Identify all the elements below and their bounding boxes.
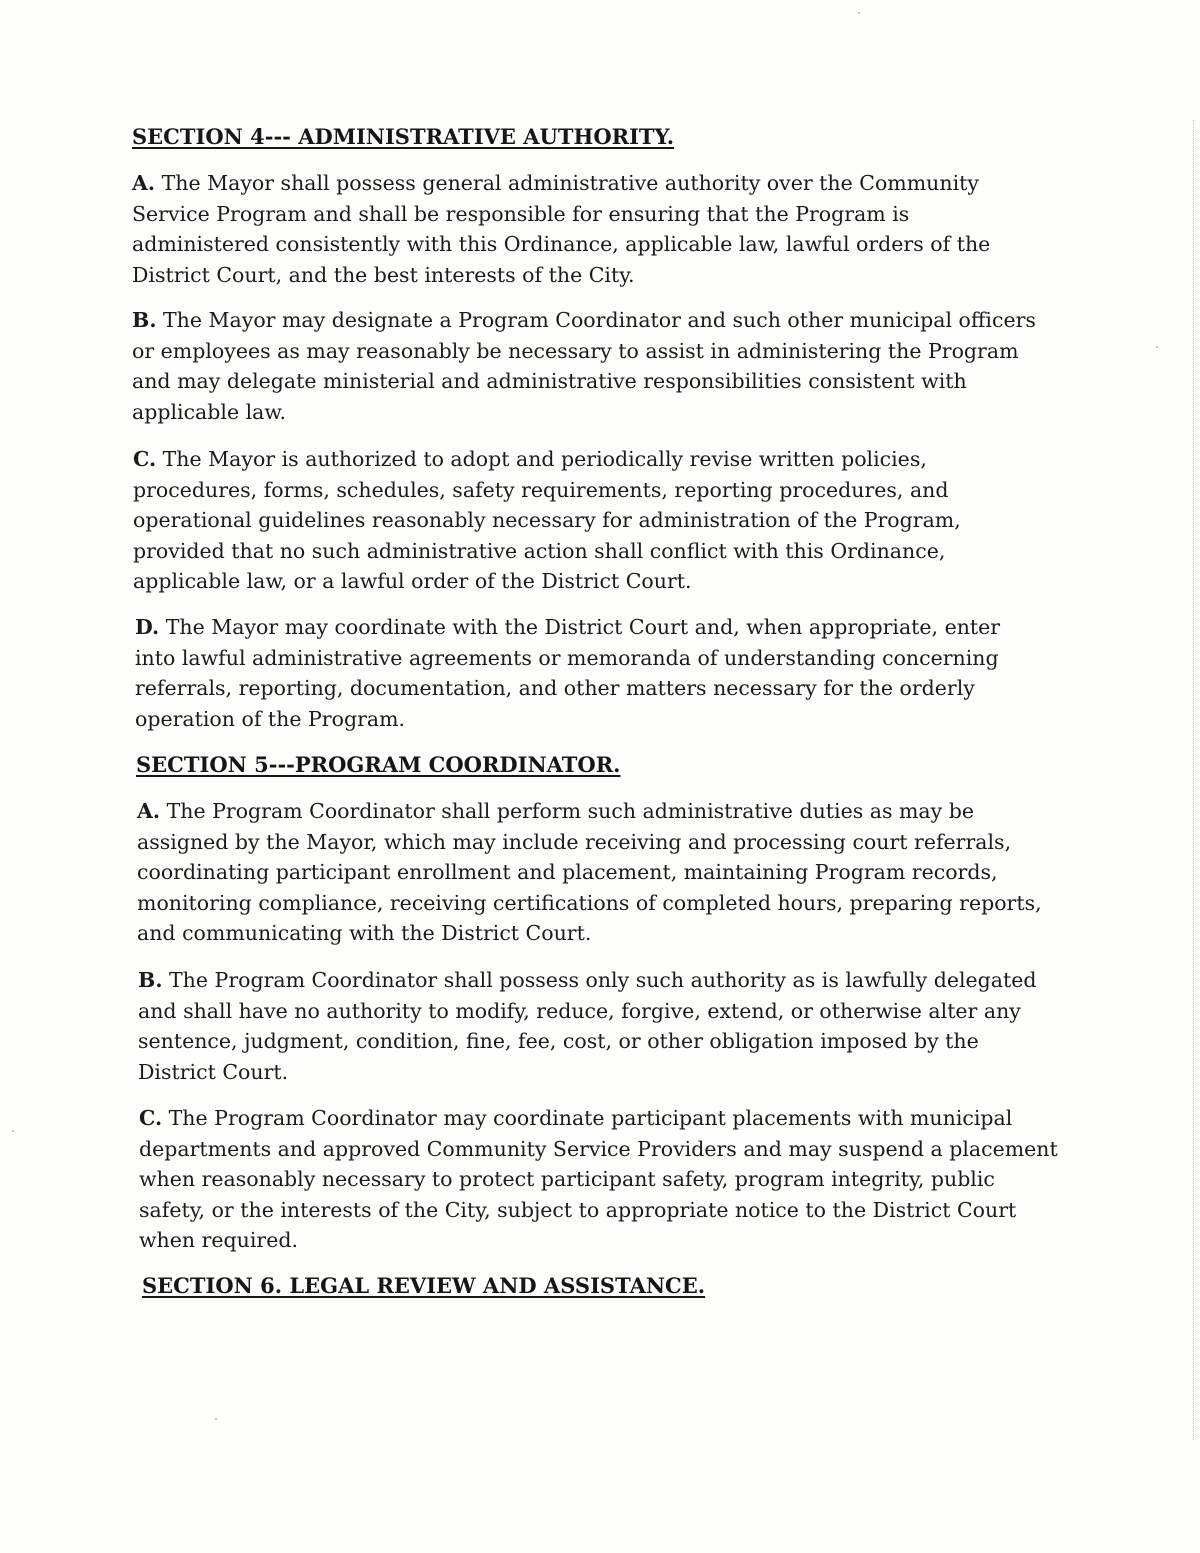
section-4-paragraph-a (132, 168, 1032, 290)
paragraph-text: The Mayor may designate a Program Coordinator and such other municipal officers or employees as may reasonably be necessary to assist in administering the Program and may delegate ministerial and administrative responsibilities consistent with applicable law. (132, 308, 1036, 424)
paragraph-label: D. (135, 615, 160, 639)
paragraph-label: A. (137, 799, 161, 823)
section-5-paragraph-c (139, 1103, 1064, 1256)
paragraph-text: The Mayor may coordinate with the District Court and, when appropriate, enter into lawful administrative agreements or memoranda of understanding concerning referrals, reporting, documentation, and other matters necessary for the orderly operation of the Program. (135, 615, 1001, 731)
paragraph-label: A. (132, 171, 156, 195)
paragraph-label: C. (139, 1106, 163, 1130)
paragraph-label: B. (132, 308, 157, 332)
scan-speck (12, 1130, 14, 1132)
scan-edge-artifact (1192, 120, 1194, 1440)
section-4-heading: SECTION 4--- ADMINISTRATIVE AUTHORITY. (132, 124, 675, 149)
section-5-paragraph-b (138, 965, 1058, 1087)
section-6-heading: SECTION 6. LEGAL REVIEW AND ASSISTANCE. (142, 1273, 706, 1298)
scan-speck (1156, 346, 1158, 348)
scan-speck (858, 12, 860, 14)
section-5-heading: SECTION 5---PROGRAM COORDINATOR. (136, 752, 621, 777)
paragraph-text: The Program Coordinator shall possess only such authority as is lawfully delegated and shall have no authority to modify, reduce, forgive, extend, or otherwise alter any sentence, judgment, condition, fine, fee, cost, or other obligation imposed by the District Court. (138, 968, 1037, 1084)
paragraph-label: C. (133, 447, 157, 471)
paragraph-label: B. (138, 968, 163, 992)
paragraph-text: The Program Coordinator shall perform such administrative duties as may be assigned by the Mayor, which may include receiving and processing court referrals, coordinating participant enrollment and placement, maintaining Program records, monitoring compliance, receiving certifications of completed hours, preparing reports, and communicating with the District Court. (137, 799, 1042, 946)
section-5-paragraph-a (137, 796, 1062, 949)
scan-speck (215, 1418, 217, 1420)
section-4-paragraph-b (132, 305, 1042, 427)
paragraph-text: The Program Coordinator may coordinate participant placements with municipal departments and approved Community Service Providers and may suspend a placement when reasonably necessary to protect participant safety, program integrity, public safety, or the interests of the City, subject to appropriate notice to the District Court when required. (139, 1106, 1058, 1253)
section-4-paragraph-d (135, 612, 1045, 734)
paragraph-text: The Mayor is authorized to adopt and periodically revise written policies, procedures, forms, schedules, safety requirements, reporting procedures, and operational guidelines reasonably necessary for administration of the Program, provided that no such administrative action shall conflict with this Ordinance, applicable law, or a lawful order of the District Court. (133, 447, 961, 594)
paragraph-text: The Mayor shall possess general administrative authority over the Community Service Program and shall be responsible for ensuring that the Program is administered consistently with this Ordinance, applicable law, lawful orders of the District Court, and the best interests of the City. (132, 171, 991, 287)
section-4-paragraph-c (133, 444, 1033, 597)
